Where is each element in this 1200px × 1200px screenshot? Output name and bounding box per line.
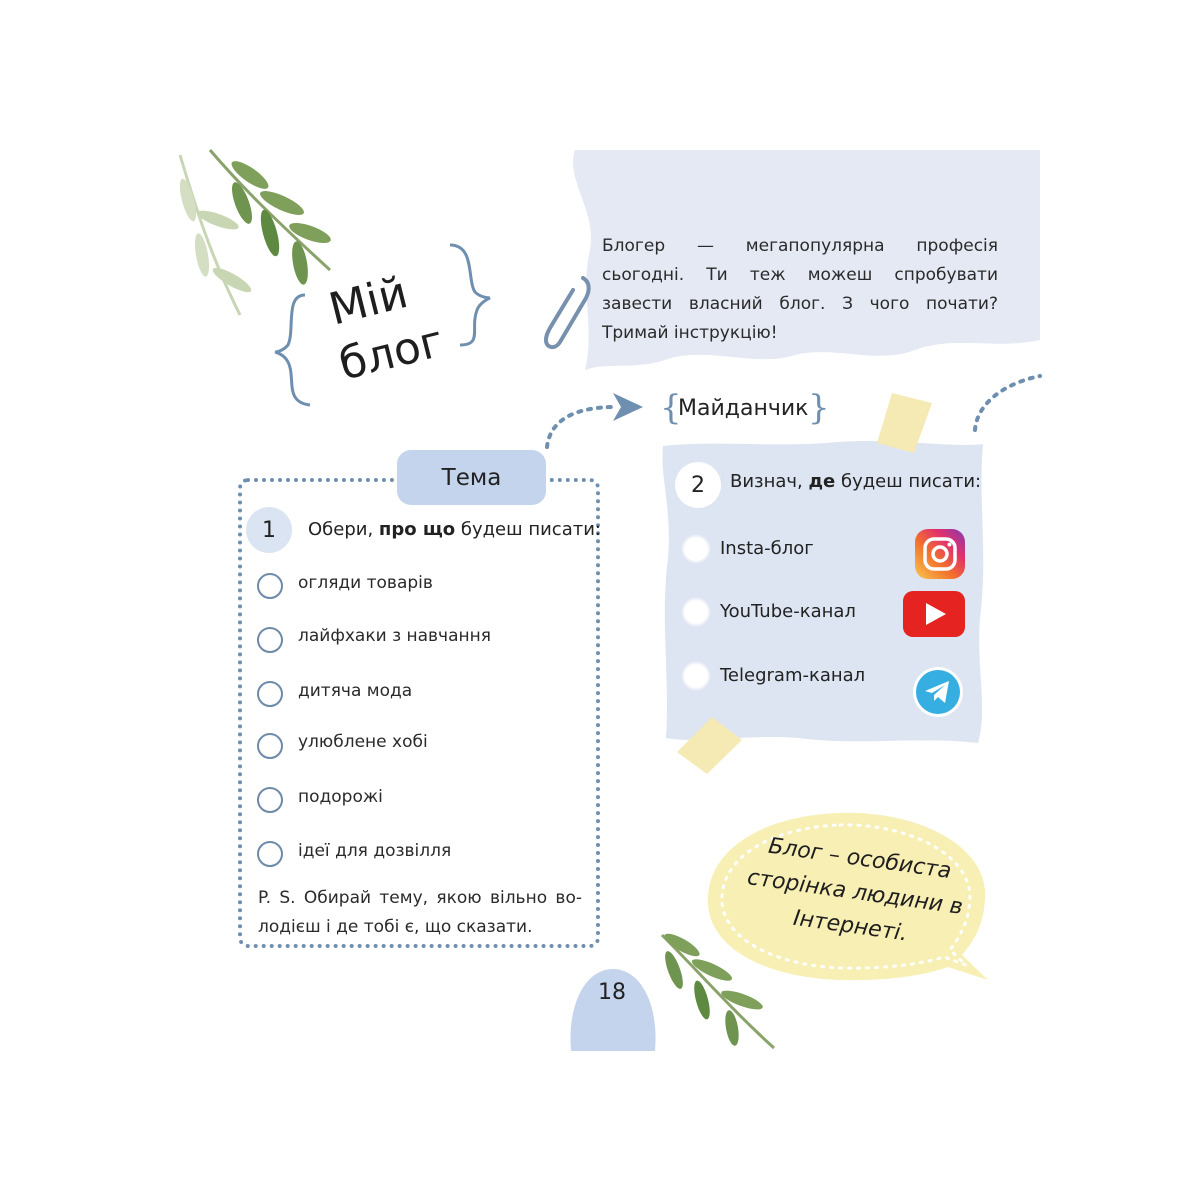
leaf-branch-bottom-icon <box>652 930 782 1050</box>
instagram-icon <box>914 528 966 580</box>
paperclip-icon <box>538 270 598 355</box>
title-brace-left-icon <box>270 290 330 410</box>
dotted-arrow-icon <box>535 385 650 455</box>
page-number: 18 <box>598 980 626 1005</box>
theme-option-label: ідеї для дозвілля <box>298 841 452 861</box>
theme-ps-note: P. S. Обирай тему, якою вільно во-лодієш і де тобі є, що сказати. <box>258 888 582 937</box>
speech-bubble-text: Блог – особиста сторінка людини в Інтернеті. <box>745 833 965 947</box>
tape-bottom-icon <box>672 712 747 777</box>
page-title-line1: Мій <box>324 267 413 336</box>
theme-option-label: лайфхаки з навчання <box>298 626 491 646</box>
theme-tab: Тема <box>397 450 546 505</box>
theme-option-checkbox[interactable] <box>257 733 283 759</box>
theme-task-bold: про що <box>378 519 456 540</box>
page-title-line2: блог <box>334 315 449 391</box>
platform-option-label: Insta-блог <box>720 538 814 559</box>
theme-option-checkbox[interactable] <box>257 627 283 653</box>
step-number-1: 1 <box>246 507 292 553</box>
platform-task-suffix: будеш писати: <box>835 471 982 492</box>
page-number-background <box>567 965 659 1051</box>
intro-text: Блогер — мегапопулярна професія сьогодні. Ти теж можеш спробувати завести власний блог. З чого почати? Тримай інструкцію! <box>602 236 998 343</box>
theme-option-checkbox[interactable] <box>257 681 283 707</box>
theme-option-label: огляди товарів <box>298 573 433 593</box>
platform-task-bold: де <box>808 471 836 492</box>
theme-option-label: дитяча мода <box>298 681 413 701</box>
platform-option-label: YouTube-канал <box>720 601 856 622</box>
theme-task-prefix: Обери, <box>308 519 379 540</box>
theme-task <box>308 519 601 540</box>
step-number-2: 2 <box>675 462 721 508</box>
youtube-icon <box>902 590 966 638</box>
platform-brace-left-icon: { <box>660 388 682 428</box>
theme-task-suffix: будеш писати: <box>455 519 601 540</box>
theme-option-label: подорожі <box>298 787 383 807</box>
platform-option-checkbox[interactable] <box>682 662 710 690</box>
title-brace-right-icon <box>445 240 505 350</box>
platform-option-label: Telegram-канал <box>720 665 866 686</box>
theme-option-checkbox[interactable] <box>257 787 283 813</box>
platform-brace-right-icon: } <box>808 388 830 428</box>
platform-task <box>730 471 981 492</box>
theme-option-label: улюблене хобі <box>298 732 428 752</box>
telegram-icon <box>912 666 964 718</box>
platform-option-checkbox[interactable] <box>682 535 710 563</box>
theme-section <box>238 478 600 948</box>
theme-option-checkbox[interactable] <box>257 573 283 599</box>
platform-task-prefix: Визнач, <box>730 471 809 492</box>
theme-option-checkbox[interactable] <box>257 841 283 867</box>
tape-top-icon <box>872 388 937 458</box>
platform-title: Майданчик <box>678 396 809 421</box>
dotted-curve-right-icon <box>965 368 1045 438</box>
platform-option-checkbox[interactable] <box>682 598 710 626</box>
